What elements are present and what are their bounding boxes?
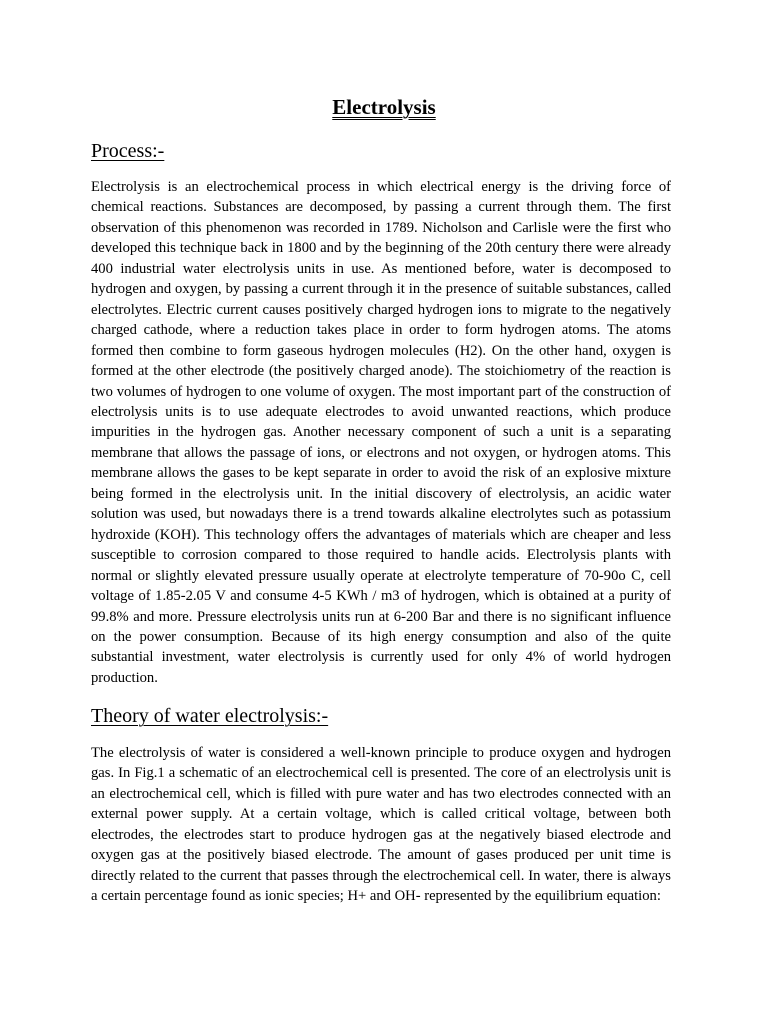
- section-heading-process-text: Process:-: [91, 140, 165, 162]
- document-title-text: Electrolysis: [332, 95, 436, 119]
- section-paragraph-theory: The electrolysis of water is considered a well-known principle to produce oxygen and hydrogen gas. In Fig.1 a schematic of an electrochemical cell is presented. The core of an electrolysis unit is an electrochemical cell, which is filled with pure water and has two electrodes connected with an external power supply. At a certain voltage, which is called critical voltage, between both electrodes, the electrodes start to produce hydrogen gas at the negatively biased electrode and oxygen gas at the positively biased electrode. The amount of gases produced per unit time is directly related to the current that passes through the electrochemical cell. In water, there is always a certain percentage found as ionic species; H+ and OH- represented by the equilibrium equation:: [91, 745, 671, 905]
- section-heading-theory-text: Theory of water electrolysis:-: [91, 705, 329, 727]
- section-heading-process: [91, 139, 164, 163]
- section-paragraph-process: Electrolysis is an electrochemical process in which electrical energy is the driving force of chemical reactions. Substances are decomposed, by passing a current through them. The first observation of this phenomenon was recorded in 1789. Nicholson and Carlisle were the first who developed this technique back in 1800 and by the beginning of the 20th century there were already 400 industrial water electrolysis units in use. As mentioned before, water is decomposed to hydrogen and oxygen, by passing a current through it in the presence of suitable substances, called electrolytes. Electric current causes positively charged hydrogen ions to migrate to the negatively charged cathode, where a reduction takes place in order to form hydrogen atoms. The atoms formed then combine to form gaseous hydrogen molecules (H2). On the other hand, oxygen is formed at the other electrode (the positively charged anode). The stoichiometry of the reaction is two volumes of hydrogen to one volume of oxygen. The most important part of the construction of electrolysis units is to use adequate electrodes to avoid unwanted reactions, which produce impurities in the hydrogen gas. Another necessary component of such a unit is a separating membrane that allows the passage of ions, or electrons and not oxygen, or hydrogen atoms. This membrane allows the gases to be kept separate in order to avoid the risk of an explosive mixture being formed in the electrolysis unit. In the initial discovery of electrolysis, an acidic water solution was used, but nowadays there is a trend towards alkaline electrolytes such as potassium hydroxide (KOH). This technology offers the advantages of materials which are cheaper and less susceptible to corrosion compared to those required to handle acids. Electrolysis plants with normal or slightly elevated pressure usually operate at electrolyte temperature of 70-90o C, cell voltage of 1.85-2.05 V and consume 4-5 KWh / m3 of hydrogen, which is obtained at a purity of 99.8% and more. Pressure electrolysis units run at 6-200 Bar and there is no significant influence on the power consumption. Because of its high energy consumption and also of the quite substantial investment, water electrolysis is currently used for only 4% of world hydrogen production.: [91, 179, 671, 686]
- document-title: [0, 94, 768, 120]
- section-heading-theory: [91, 704, 328, 728]
